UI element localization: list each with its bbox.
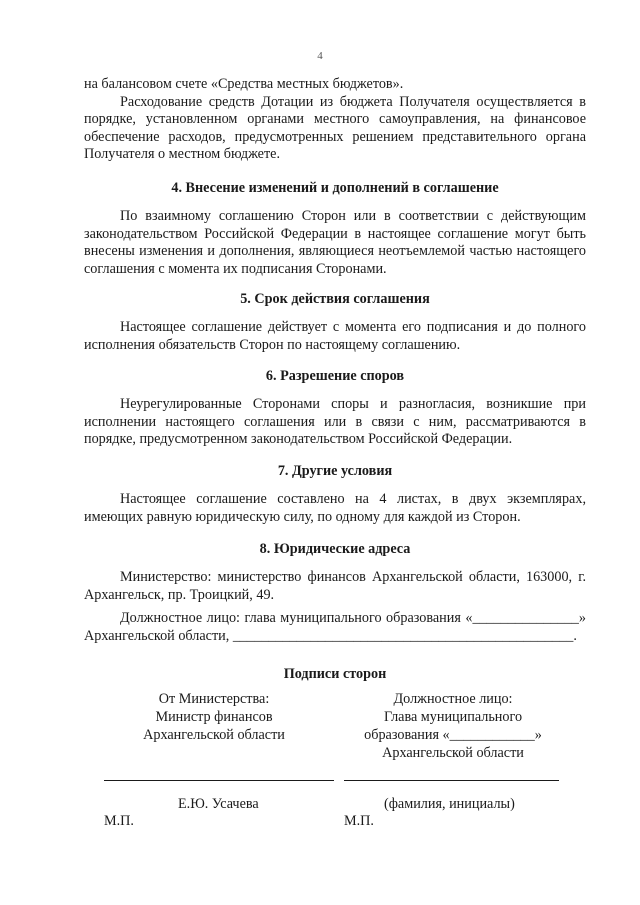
left-signature-line — [104, 780, 334, 781]
section-4-text: По взаимному соглашению Сторон или в соответствии с действующим законодательством Российской Федерации в настоящее соглашение могут быть внесены изменения и дополнения, являющиеся неотъемлемой частью настоящего соглашения с момента их подписания Сторонами. — [84, 208, 586, 277]
page-number: 4 — [317, 50, 323, 62]
section-4-heading: 4. Внесение изменений и дополнений в соглашение — [171, 180, 499, 196]
section-7-heading: 7. Другие условия — [277, 463, 393, 479]
right-position: Глава муниципального — [383, 709, 523, 725]
paragraph-continuation: на балансовом счете «Средства местных бюджетов». — [84, 76, 404, 92]
left-region: Архангельской области — [143, 727, 285, 743]
section-6-heading: 6. Разрешение споров — [265, 368, 405, 384]
left-party-label: От Министерства: — [158, 691, 270, 707]
ministry-address: Министерство: министерство финансов Архангельской области, 163000, г. Архангельск, пр. Троицкий, 49. — [84, 569, 586, 603]
signature-right-block — [338, 690, 568, 762]
section-6-text: Неурегулированные Сторонами споры и разногласия, возникшие при исполнении настоящего соглашения или в связи с ним, рассматриваются в порядке, предусмотренном законодательством Российской Федерации. — [84, 396, 586, 447]
left-position: Министр финансов — [155, 709, 273, 725]
section-7-text: Настоящее соглашение составлено на 4 листах, в двух экземплярах, имеющих равную юридическую силу, по одному для каждой из Сторон. — [84, 491, 586, 525]
right-region: Архангельской области — [382, 745, 524, 761]
right-signature-line — [344, 780, 559, 781]
section-6-text-block — [84, 396, 586, 449]
right-stamp-label: М.П. — [344, 813, 374, 829]
left-signatory-name: Е.Ю. Усачева — [178, 796, 259, 812]
right-municipality: образования «____________» — [364, 727, 542, 743]
left-stamp-label: М.П. — [104, 813, 134, 829]
right-party-label: Должностное лицо: — [393, 691, 513, 707]
section-8-text-block — [84, 569, 586, 645]
section-5-heading: 5. Срок действия соглашения — [240, 291, 430, 307]
right-signatory-name: (фамилия, инициалы) — [384, 796, 515, 812]
section-8-heading: 8. Юридические адреса — [259, 541, 411, 557]
official-address: Должностное лицо: глава муниципального образования «_______________» Архангельской области, ________________________________________________. — [84, 610, 586, 644]
section-7-text-block — [84, 491, 586, 526]
section-5-text-block — [84, 319, 586, 354]
top-text-block — [84, 76, 586, 164]
section-4-text-block — [84, 208, 586, 278]
section-5-text: Настоящее соглашение действует с момента его подписания и до полного исполнения обязательств Сторон по настоящему соглашению. — [84, 319, 586, 353]
paragraph-subsidy-spending: Расходование средств Дотации из бюджета Получателя осуществляется в порядке, установленном органами местного самоуправления, на финансовое обеспечение расходов, предусмотренных решением представительного органа Получателя о местном бюджете. — [84, 93, 586, 162]
signatures-heading: Подписи сторон — [283, 666, 387, 682]
signature-left-block — [104, 690, 324, 744]
